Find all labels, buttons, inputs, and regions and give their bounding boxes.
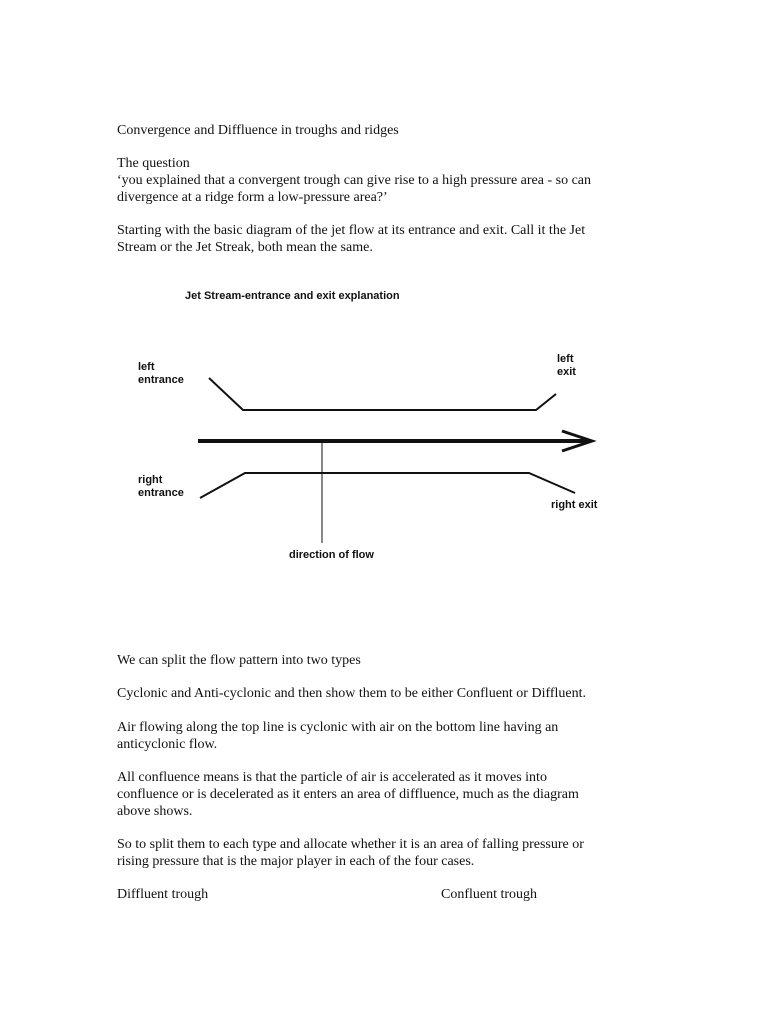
label-right-entrance-line-1: right	[138, 474, 163, 486]
confluence-line-1: All confluence means is that the particle of air is accelerated as it moves into	[117, 770, 547, 785]
case-confluent-trough: Confluent trough	[441, 887, 538, 902]
bottom-flow-line	[200, 473, 575, 498]
label-right-entrance-line-2: entrance	[138, 487, 184, 499]
question-heading: The question	[117, 156, 190, 171]
label-left-exit-line-1: left	[557, 353, 574, 365]
airflow-line-2: anticyclonic flow.	[117, 737, 218, 752]
label-left-exit-line-2: exit	[557, 366, 576, 378]
intro-line-1: Starting with the basic diagram of the jet flow at its entrance and exit. Call it the Jet	[117, 223, 586, 238]
case-diffluent-trough: Diffluent trough	[117, 887, 209, 902]
label-direction-of-flow: direction of flow	[289, 549, 374, 561]
split-line-2: rising pressure that is the major player in each of the four cases.	[117, 854, 475, 869]
intro-line-2: Stream or the Jet Streak, both mean the same.	[117, 240, 373, 255]
confluence-line-2: confluence or is decelerated as it enters an area of diffluence, much as the diagram	[117, 787, 579, 802]
diagram-title: Jet Stream-entrance and exit explanation	[185, 290, 400, 302]
split-types: We can split the flow pattern into two types	[117, 653, 361, 668]
cyclonic-types: Cyclonic and Anti-cyclonic and then show them to be either Confluent or Diffluent.	[117, 686, 587, 701]
split-line-1: So to split them to each type and allocate whether it is an area of falling pressure or	[117, 837, 584, 852]
airflow-line-1: Air flowing along the top line is cyclonic with air on the bottom line having an	[117, 720, 559, 735]
label-left-entrance-line-1: left	[138, 361, 155, 373]
question-text-line-1: ‘you explained that a convergent trough can give rise to a high pressure area - so can	[117, 173, 592, 188]
top-flow-line	[209, 378, 556, 410]
label-right-exit: right exit	[551, 499, 598, 511]
question-text-line-2: divergence at a ridge form a low-pressure area?’	[117, 190, 388, 205]
confluence-line-3: above shows.	[117, 804, 193, 819]
label-left-entrance-line-2: entrance	[138, 374, 184, 386]
document-title: Convergence and Diffluence in troughs and ridges	[117, 123, 399, 138]
